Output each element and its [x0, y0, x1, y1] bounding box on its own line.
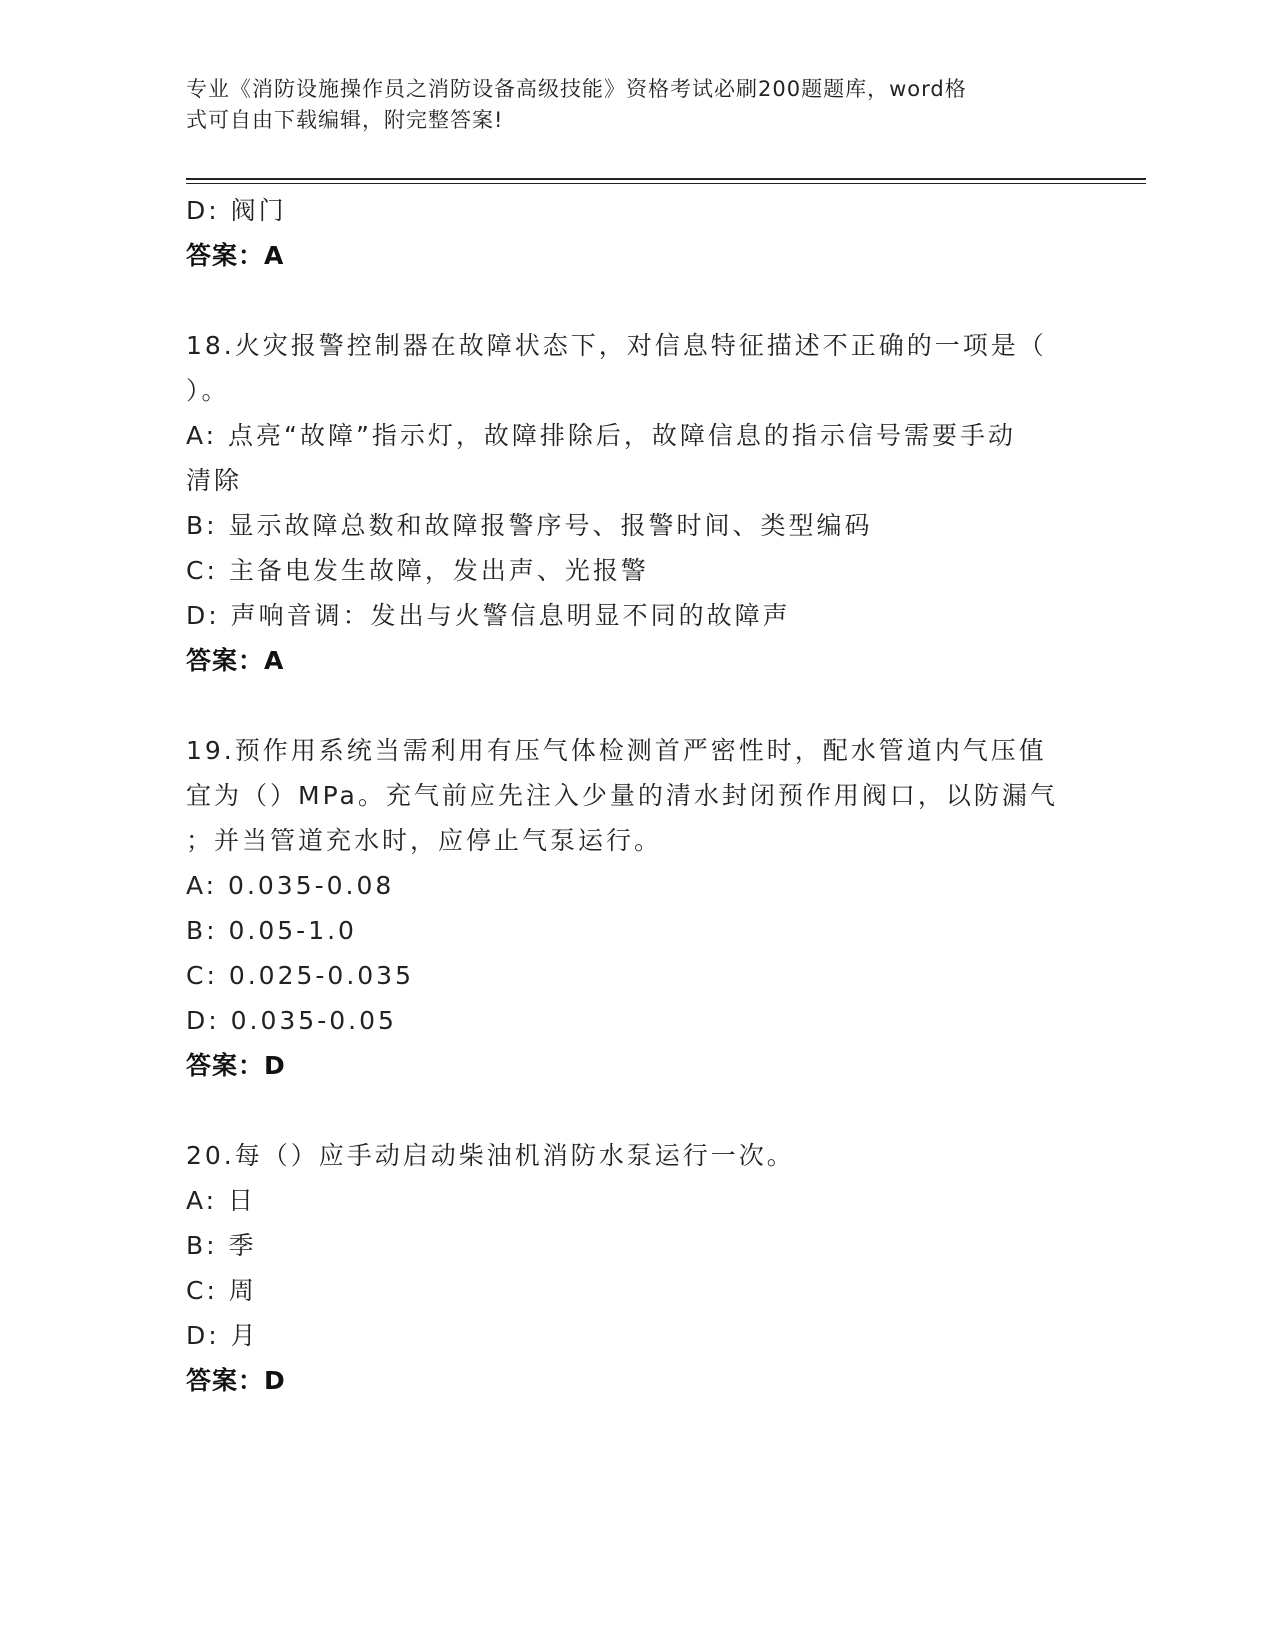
previous-question-tail: [186, 188, 1086, 278]
option-a: A: 点亮“故障”指示灯，故障排除后，故障信息的指示信号需要手动: [186, 421, 1016, 450]
question-stem-line: ）。: [186, 376, 230, 405]
option-d: D: 月: [186, 1321, 259, 1350]
option-c: C: 周: [186, 1276, 257, 1305]
question-stem-line: 宜为（）MPa。充气前应先注入少量的清水封闭预作用阀口，以防漏气: [186, 781, 1058, 810]
option-a-continued: 清除: [186, 466, 243, 495]
question-19: [186, 728, 1086, 1088]
header-title-line-1: 专业《消防设施操作员之消防设备高级技能》资格考试必刷200题题库，word格: [186, 77, 967, 101]
option-b: B: 0.05-1.0: [186, 916, 357, 945]
option-d: D: 阀门: [186, 196, 287, 225]
header-divider-thin: [186, 183, 1146, 184]
question-stem-line: 18.火灾报警控制器在故障状态下，对信息特征描述不正确的一项是（: [186, 331, 1047, 360]
question-stem-line: ；并当管道充水时，应停止气泵运行。: [186, 826, 663, 855]
option-a: A: 0.035-0.08: [186, 871, 395, 900]
header-divider-thick: [186, 178, 1146, 180]
option-c: C: 0.025-0.035: [186, 961, 414, 990]
option-b: B: 显示故障总数和故障报警序号、报警时间、类型编码: [186, 511, 873, 540]
answer-line: 答案：A: [186, 646, 285, 675]
spacer: [186, 278, 1086, 323]
answer-line: 答案：A: [186, 241, 285, 270]
question-stem-line: 19.预作用系统当需利用有压气体检测首严密性时，配水管道内气压值: [186, 736, 1047, 765]
question-18: [186, 323, 1086, 683]
document-header: [186, 74, 1066, 136]
spacer: [186, 683, 1086, 728]
answer-line: 答案：D: [186, 1051, 286, 1080]
question-content: [186, 188, 1086, 1403]
spacer: [186, 1088, 1086, 1133]
question-stem-line: 20.每（）应手动启动柴油机消防水泵运行一次。: [186, 1141, 795, 1170]
option-b: B: 季: [186, 1231, 257, 1260]
header-title-line-2: 式可自由下载编辑，附完整答案!: [186, 108, 504, 132]
option-a: A: 日: [186, 1186, 257, 1215]
option-c: C: 主备电发生故障，发出声、光报警: [186, 556, 649, 585]
answer-line: 答案：D: [186, 1366, 286, 1395]
option-d: D: 声响音调：发出与火警信息明显不同的故障声: [186, 601, 791, 630]
question-20: [186, 1133, 1086, 1403]
option-d: D: 0.035-0.05: [186, 1006, 397, 1035]
